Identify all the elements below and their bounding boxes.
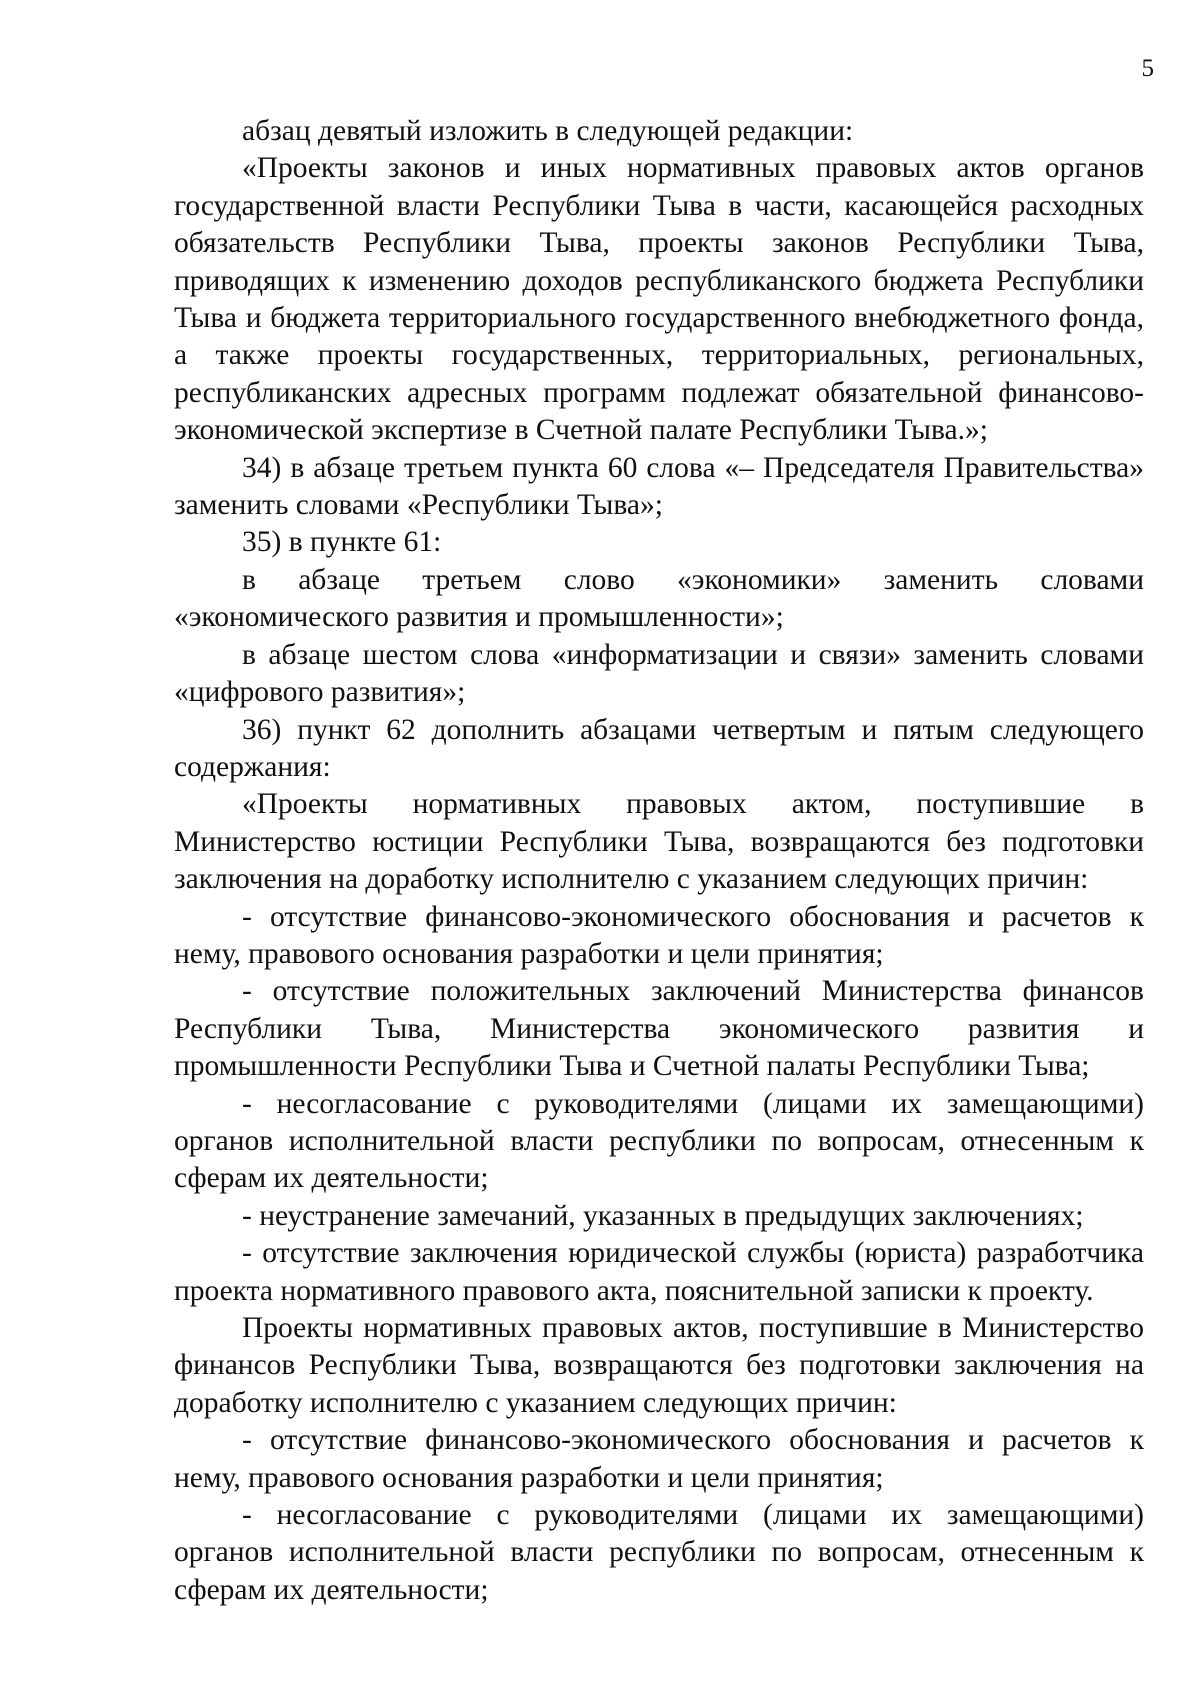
paragraph-10: - отсутствие положительных заключений Министерства финансов Республики Тыва, Министерства экономического развития и промышленности Республики Тыва и Счетной палаты Республики Тыва; xyxy=(174,975,1144,1083)
paragraph-2: «Проекты законов и иных нормативных правовых актов органов государственной власти Республики Тыва в части, касающейся расходных обязательств Республики Тыва, проекты законов Республики Тыва, приводящих к изменению доходов республиканского бюджета Республики Тыва и бюджета территориального государственного внебюджетного фонда, а также проекты государственных, территориальных, региональных, республиканских адресных программ подлежат обязательной финансово-экономической экспертизе в Счетной палате Республики Тыва.»; xyxy=(174,152,1144,447)
paragraph-14: Проекты нормативных правовых актов, поступившие в Министерство финансов Республики Тыва, возвращаются без подготовки заключения на доработку исполнителю с указанием следующих причин: xyxy=(174,1312,1144,1419)
paragraph-1: абзац девятый изложить в следующей редакции: xyxy=(242,115,854,147)
paragraph-13: - отсутствие заключения юридической службы (юриста) разработчика проекта нормативного правового акта, пояснительной записки к проекту. xyxy=(174,1237,1144,1307)
paragraph-9: - отсутствие финансово-экономического обоснования и расчетов к нему, правового основания разработки и цели принятия; xyxy=(174,900,1144,970)
paragraph-15: - отсутствие финансово-экономического обоснования и расчетов к нему, правового основания разработки и цели принятия; xyxy=(174,1424,1144,1494)
page-number: 5 xyxy=(1141,55,1154,82)
paragraph-6: в абзаце шестом слова «информатизации и связи» заменить словами «цифрового развития»; xyxy=(174,638,1144,709)
paragraph-16: - несогласование с руководителями (лицами их замещающими) органов исполнительной власти республики по вопросам, отнесенным к сферам их деятельности; xyxy=(174,1499,1144,1606)
document-body xyxy=(174,113,1144,1609)
paragraph-11: - несогласование с руководителями (лицами их замещающими) органов исполнительной власти республики по вопросам, отнесенным к сферам их деятельности; xyxy=(174,1087,1144,1195)
paragraph-5: в абзаце третьем слово «экономики» заменить словами «экономического развития и промышленности»; xyxy=(174,563,1144,634)
paragraph-4: 35) в пункте 61: xyxy=(242,526,442,559)
paragraph-3: 34) в абзаце третьем пункта 60 слова «– Председателя Правительства» заменить словами «Республики Тыва»; xyxy=(174,451,1144,522)
paragraph-7: 36) пункт 62 дополнить абзацами четвертым и пятым следующего содержания: xyxy=(174,713,1144,783)
paragraph-12: - неустранение замечаний, указанных в предыдущих заключениях; xyxy=(242,1199,1084,1232)
paragraph-8: «Проекты нормативных правовых актом, поступившие в Министерство юстиции Республики Тыва, возвращаются без подготовки заключения на доработку исполнителю с указанием следующих причин: xyxy=(174,788,1144,896)
